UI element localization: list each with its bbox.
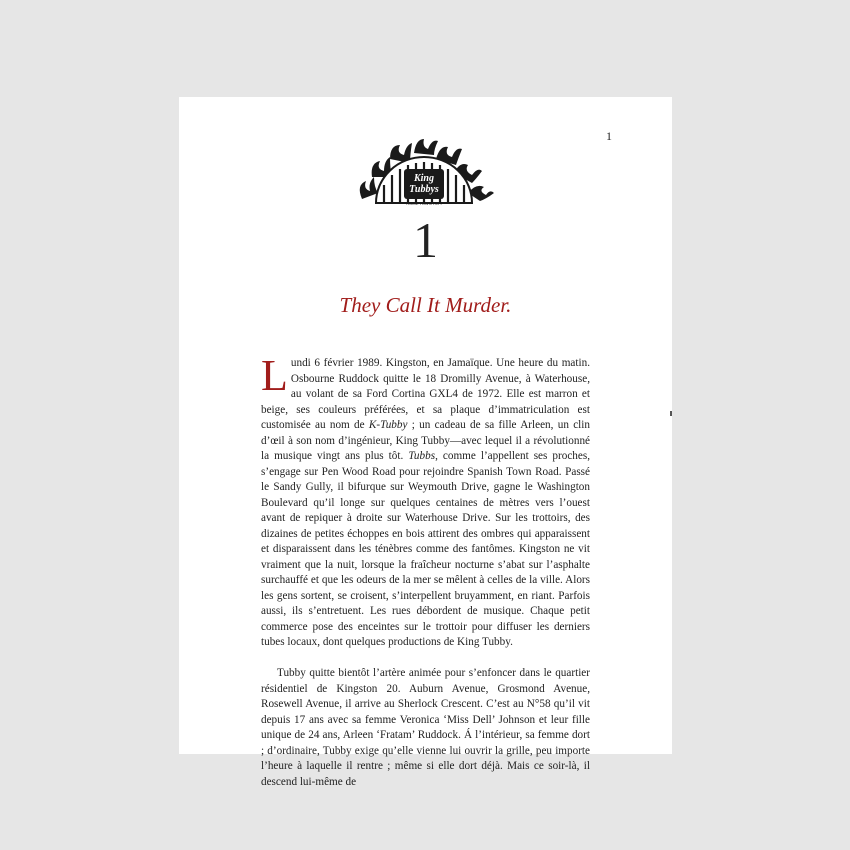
drop-cap: L [261, 351, 288, 400]
paragraph-1-italic-tubbs: Tubbs [408, 450, 436, 462]
chapter-title: They Call It Murder. [339, 293, 512, 317]
chapter-number: 1 [413, 212, 438, 268]
logo-subtitle: HOME TOWN HI-FI [406, 201, 442, 206]
king-tubbys-logo [354, 137, 494, 207]
chapter-body [261, 351, 590, 790]
paragraph-1-text-c: , comme l’appellent ses proches, s’engage sur Pen Wood Road pour rejoindre Spanish Town Road. Passé le Sandy Gully, il bifurque sur Weymouth Drive, gagne le Washington Boulevard qu’il longe sur quelques centaines de mètres vers l’ouest avant de repiquer à droite sur Waterhouse Drive. Sur les trottoirs, des dizaines de petites échoppes en bois attirent des ombres qui apparaissent et disparaissent dans les ténèbres comme des fantômes. Kingston ne vit vraiment que la nuit, lorsque la fraîcheur nocturne s’abat sur l’asphalte surchauffé et que les odeurs de la mer se mêlent à celles de la ville. Alors les gens sortent, se croisent, s’interpellent bruyamment, en riant. Parfois aussi, ils s’entretuent. Les rues débordent de musique. Chaque petit commerce pose des enceintes sur le trottoir pour diffuser les derniers tubes locaux, dont quelques productions de King Tubby. [261, 450, 590, 648]
paragraph-1-italic-ktubby: K-Tubby [368, 419, 408, 431]
page-edge-mark [670, 411, 672, 416]
logo-line1: King [413, 173, 435, 184]
paragraph-2: Tubby quitte bientôt l’artère animée pour s’enfoncer dans le quartier résidentiel de Kingston 20. Auburn Avenue, Grosmond Avenue, Rosewell Avenue, il arrive au Sherlock Crescent. C’est au N°58 qu’il vit depuis 17 ans avec sa femme Veronica ‘Miss Dell’ Johnson et leur fille unique de 24 ans, Arleen ‘Fratam’ Ruddock. Á l’intérieur, sa femme dort ; d’ordinaire, Tubby exige qu’elle vienne lui ouvrir la grille, peu importe l’heure à laquelle il rentre ; même si elle dort déjà. Mais ce soir-là, il descend lui-même de [261, 667, 590, 788]
paragraph-1 [261, 351, 590, 651]
paragraph-1-text-b: ; un cadeau de sa fille Arleen, un clin d’œil à son nom d’ingénieur, King Tubby—avec lequel il a révolutionné la musique vingt ans plus tôt. [261, 419, 590, 462]
page-number: 1 [606, 129, 612, 143]
book-page [179, 97, 672, 788]
paragraph-1-text-a: undi 6 février 1989. Kingston, en Jamaïque. Une heure du matin. Osbourne Ruddock quitte le 18 Dromilly Avenue, à Waterhouse, au volant de sa Ford Cortina GXL4 de 1972. Elle est marron et beige, ses couleurs préférées, et sa plaque d’immatriculation est customisée au nom de [261, 357, 590, 431]
logo-line2: Tubbys [409, 184, 439, 195]
